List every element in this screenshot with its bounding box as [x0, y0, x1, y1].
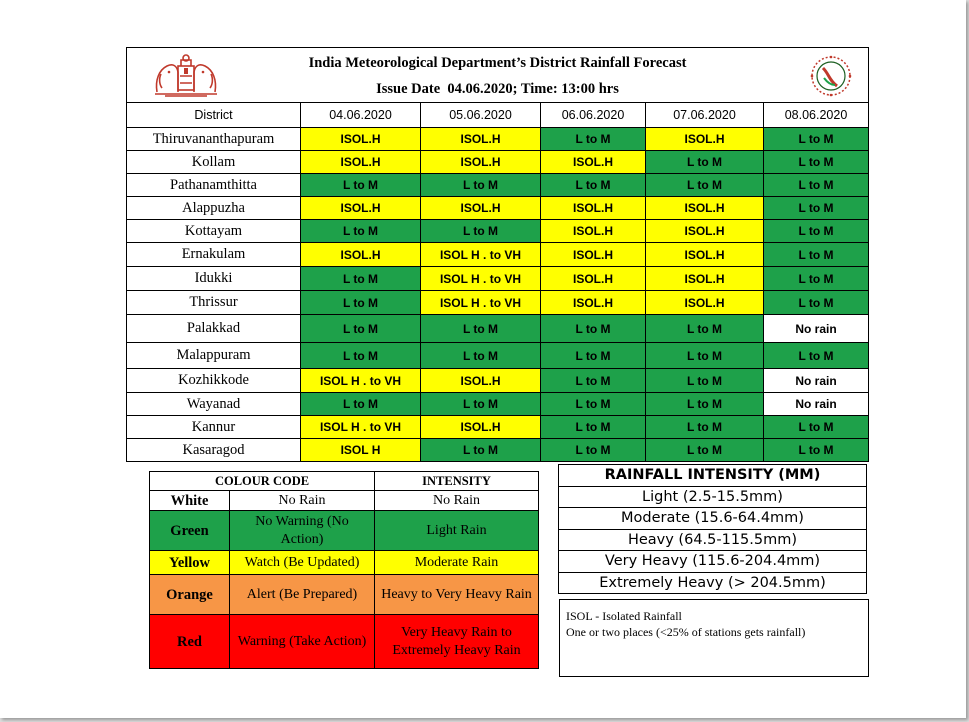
forecast-cell: L to M [764, 151, 869, 174]
forecast-cell: L to M [764, 343, 869, 369]
district-name: Thiruvananthapuram [127, 128, 301, 151]
rainfall-intensity-row [559, 572, 867, 594]
forecast-cell: L to M [646, 343, 764, 369]
colour-code-meaning: No Warning (No Action) [230, 511, 375, 551]
forecast-cell: ISOL H [301, 439, 421, 462]
district-row [127, 315, 869, 343]
forecast-cell: ISOL.H [301, 151, 421, 174]
forecast-cell: L to M [764, 174, 869, 197]
forecast-cell: ISOL.H [301, 243, 421, 267]
district-name: Kannur [127, 416, 301, 439]
imd-logo-icon [807, 54, 855, 98]
colour-code-meaning: No Rain [230, 491, 375, 511]
forecast-cell: L to M [764, 197, 869, 220]
date-header: 08.06.2020 [764, 103, 869, 128]
forecast-table [126, 102, 869, 462]
forecast-cell: L to M [764, 267, 869, 291]
forecast-cell: ISOL.H [646, 128, 764, 151]
forecast-cell: ISOL.H [421, 416, 541, 439]
colour-code-intensity: No Rain [375, 491, 539, 511]
forecast-cell: ISOL.H [541, 151, 646, 174]
forecast-cell: L to M [764, 291, 869, 315]
forecast-cell: L to M [646, 369, 764, 393]
district-name: Kasaragod [127, 439, 301, 462]
forecast-cell: L to M [541, 128, 646, 151]
district-row [127, 128, 869, 151]
district-row [127, 174, 869, 197]
colour-code-colour: Green [150, 511, 230, 551]
rainfall-intensity-row [559, 508, 867, 530]
forecast-cell: L to M [764, 416, 869, 439]
district-row [127, 151, 869, 174]
forecast-cell: ISOL.H [301, 128, 421, 151]
forecast-cell: L to M [421, 439, 541, 462]
colour-code-meaning: Warning (Take Action) [230, 615, 375, 669]
forecast-cell: L to M [421, 220, 541, 243]
forecast-cell: L to M [421, 393, 541, 416]
colour-code-intensity: Very Heavy Rain to Extremely Heavy Rain [375, 615, 539, 669]
district-name: Malappuram [127, 343, 301, 369]
forecast-cell: L to M [646, 151, 764, 174]
colour-code-intensity: Light Rain [375, 511, 539, 551]
forecast-cell: ISOL.H [646, 291, 764, 315]
rainfall-intensity-row [559, 486, 867, 508]
rainfall-intensity-table [558, 464, 867, 594]
date-header: 05.06.2020 [421, 103, 541, 128]
forecast-cell: L to M [541, 439, 646, 462]
district-row [127, 243, 869, 267]
forecast-cell: ISOL H . to VH [421, 291, 541, 315]
forecast-cell: ISOL.H [541, 291, 646, 315]
forecast-cell: L to M [646, 439, 764, 462]
district-name: Thrissur [127, 291, 301, 315]
forecast-cell: L to M [301, 393, 421, 416]
forecast-cell: L to M [421, 315, 541, 343]
district-name: Kottayam [127, 220, 301, 243]
header [126, 47, 869, 103]
forecast-cell: L to M [646, 416, 764, 439]
district-name: Wayanad [127, 393, 301, 416]
colour-code-row [150, 551, 539, 575]
forecast-cell: L to M [541, 393, 646, 416]
isol-note [559, 599, 869, 677]
date-header: 06.06.2020 [541, 103, 646, 128]
colour-code-intensity: Moderate Rain [375, 551, 539, 575]
forecast-cell: ISOL H . to VH [301, 416, 421, 439]
district-row [127, 197, 869, 220]
rainfall-intensity-value: Heavy (64.5-115.5mm) [559, 529, 867, 551]
forecast-cell: ISOL.H [646, 243, 764, 267]
colour-code-colour: Yellow [150, 551, 230, 575]
forecast-cell: L to M [764, 128, 869, 151]
forecast-cell: ISOL.H [646, 220, 764, 243]
forecast-cell: L to M [421, 174, 541, 197]
forecast-cell: ISOL.H [541, 220, 646, 243]
forecast-cell: ISOL.H [301, 197, 421, 220]
forecast-cell: L to M [541, 315, 646, 343]
colour-code-colour: White [150, 491, 230, 511]
colour-code-row [150, 511, 539, 551]
forecast-cell: L to M [421, 343, 541, 369]
forecast-header-row [127, 103, 869, 128]
district-row [127, 267, 869, 291]
forecast-cell: ISOL.H [421, 151, 541, 174]
forecast-cell: ISOL.H [541, 267, 646, 291]
forecast-cell: L to M [646, 315, 764, 343]
colour-code-colour: Orange [150, 575, 230, 615]
district-row [127, 369, 869, 393]
district-name: Ernakulam [127, 243, 301, 267]
forecast-cell: ISOL H . to VH [421, 267, 541, 291]
forecast-cell: ISOL.H [646, 197, 764, 220]
rainfall-intensity-value: Extremely Heavy (> 204.5mm) [559, 572, 867, 594]
colour-code-meaning: Alert (Be Prepared) [230, 575, 375, 615]
forecast-cell: ISOL.H [421, 369, 541, 393]
district-name: Idukki [127, 267, 301, 291]
forecast-cell: No rain [764, 315, 869, 343]
issue-line [127, 81, 868, 98]
forecast-cell: L to M [301, 220, 421, 243]
district-name: Kollam [127, 151, 301, 174]
colour-code-header-row [150, 472, 539, 491]
forecast-cell: No rain [764, 393, 869, 416]
colour-code-table [149, 471, 539, 669]
issue-label: Issue Date [376, 81, 441, 97]
forecast-cell: L to M [764, 243, 869, 267]
isol-note-line2: One or two places (<25% of stations gets rainfall) [566, 625, 806, 639]
forecast-cell: L to M [541, 343, 646, 369]
district-row [127, 220, 869, 243]
colour-code-row [150, 575, 539, 615]
district-header: District [127, 103, 301, 128]
issue-time: ; Time: 13:00 hrs [512, 81, 619, 97]
rainfall-intensity-row [559, 551, 867, 573]
date-header: 04.06.2020 [301, 103, 421, 128]
forecast-cell: ISOL H . to VH [421, 243, 541, 267]
district-name: Alappuzha [127, 197, 301, 220]
district-row [127, 343, 869, 369]
forecast-cell: ISOL.H [541, 243, 646, 267]
forecast-cell: L to M [301, 315, 421, 343]
colour-code-row [150, 615, 539, 669]
forecast-cell: ISOL.H [541, 197, 646, 220]
colour-code-intensity: Heavy to Very Heavy Rain [375, 575, 539, 615]
rainfall-intensity-row [559, 529, 867, 551]
rainfall-intensity-value: Moderate (15.6-64.4mm) [559, 508, 867, 530]
colour-code-row [150, 491, 539, 511]
forecast-cell: L to M [301, 343, 421, 369]
forecast-cell: L to M [541, 174, 646, 197]
district-name: Kozhikkode [127, 369, 301, 393]
rainfall-intensity-value: Light (2.5-15.5mm) [559, 486, 867, 508]
document-title: India Meteorological Department’s District Rainfall Forecast [308, 55, 687, 71]
district-row [127, 416, 869, 439]
forecast-cell: No rain [764, 369, 869, 393]
district-row [127, 393, 869, 416]
district-row [127, 291, 869, 315]
forecast-cell: L to M [764, 220, 869, 243]
colour-code-colour: Red [150, 615, 230, 669]
forecast-cell: ISOL.H [421, 128, 541, 151]
isol-note-line1: ISOL - Isolated Rainfall [566, 609, 682, 623]
colour-code-header: COLOUR CODE [150, 472, 375, 491]
forecast-cell: L to M [301, 291, 421, 315]
forecast-cell: L to M [541, 369, 646, 393]
forecast-cell: L to M [764, 439, 869, 462]
forecast-cell: ISOL H . to VH [301, 369, 421, 393]
intensity-header: INTENSITY [375, 472, 539, 491]
rainfall-intensity-value: Very Heavy (115.6-204.4mm) [559, 551, 867, 573]
forecast-cell: ISOL.H [646, 267, 764, 291]
forecast-cell: L to M [301, 267, 421, 291]
forecast-cell: ISOL.H [421, 197, 541, 220]
issue-date: 04.06.2020 [447, 81, 513, 97]
forecast-cell: L to M [646, 174, 764, 197]
forecast-cell: L to M [646, 393, 764, 416]
forecast-cell: L to M [301, 174, 421, 197]
district-name: Palakkad [127, 315, 301, 343]
date-header: 07.06.2020 [646, 103, 764, 128]
district-name: Pathanamthitta [127, 174, 301, 197]
colour-code-meaning: Watch (Be Updated) [230, 551, 375, 575]
district-row [127, 439, 869, 462]
forecast-cell: L to M [541, 416, 646, 439]
rainfall-intensity-title: RAINFALL INTENSITY (MM) [559, 465, 867, 487]
rainfall-intensity-header-row [559, 465, 867, 487]
